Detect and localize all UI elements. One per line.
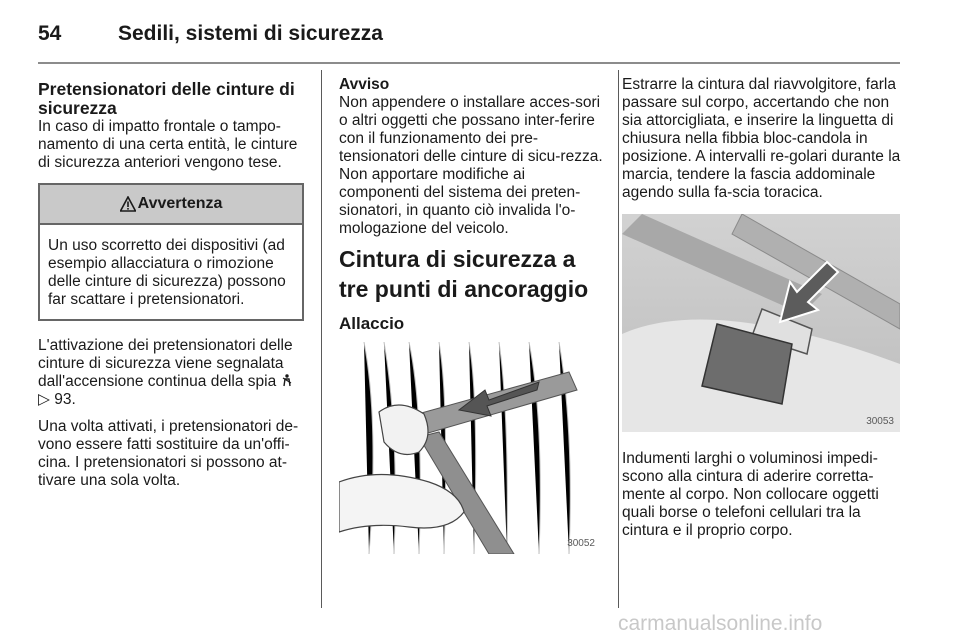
column-1 <box>38 76 304 490</box>
figure-fastening-belt <box>339 342 601 554</box>
warning-triangle-icon <box>120 196 136 212</box>
figure-number: 30052 <box>567 538 595 549</box>
page-header <box>38 22 383 48</box>
watermark: carmanualsonline.info <box>618 612 823 635</box>
column-2 <box>339 76 603 554</box>
page-reference-icon: ▷ <box>38 391 50 408</box>
paragraph-clothing: Indumenti larghi o voluminosi impedi-scono alla cintura di aderire corretta-mente al corpo. Non collocare oggetti quali borse o telefoni cellulari tra la cintura e il proprio corpo. <box>622 450 879 539</box>
paragraph-indicator <box>38 337 304 409</box>
page-number: 54 <box>38 22 62 45</box>
section-heading-pretensioners: Pretensionatori delle cinture di sicurezza <box>38 79 295 118</box>
figure-number: 30053 <box>866 416 894 427</box>
page-reference: 93. <box>54 391 76 408</box>
warning-text: Un uso scorretto dei dispositivi (ad esempio allacciatura o rimozione delle cinture di sicurezza) possono far scattare i pretensionatori. <box>48 237 286 308</box>
subsection-fastening: Allaccio <box>339 314 405 333</box>
figure-buckle <box>622 214 900 432</box>
page-title: Sedili, sistemi di sicurezza <box>118 22 383 45</box>
warning-box <box>38 183 304 321</box>
header-rule <box>38 62 900 64</box>
seatbelt-warning-icon <box>281 374 293 387</box>
column-3 <box>622 76 902 540</box>
paragraph-replacement: Una volta attivati, i pretensionatori de-vono essere fatti sostituire da un'offi-cina. I pretensionatori si possono at-tivare una sola volta. <box>38 418 299 489</box>
buckle-illustration <box>622 214 900 432</box>
warning-title: Avvertenza <box>137 195 223 212</box>
paragraph-procedure: Estrarre la cintura dal riavvolgitore, farla passare sul corpo, accertando che non sia attorcigliata, e inserire la linguetta di chiusura nella fibbia bloc-candola in posizione. A intervalli re-golari durante la marcia, tendere la fascia addominale agendo sulla fa-scia toracica. <box>622 76 901 201</box>
section-title-three-point-belt: Cintura di sicurezza a tre punti di ancoraggio <box>339 246 589 302</box>
notice-title: Avviso <box>339 76 390 93</box>
column-divider-2 <box>618 70 619 608</box>
belt-fastening-illustration <box>339 342 601 554</box>
indicator-text: L'attivazione dei pretensionatori delle cinture di sicurezza viene segnalata dall'accensione continua della spia <box>38 337 293 390</box>
column-divider-1 <box>321 70 322 608</box>
notice-text: Non appendere o installare acces-sori o altri oggetti che possano inter-ferire con il funzionamento dei pre-tensionatori delle cinture di sicu-rezza. Non apportare modifiche ai componenti del sistema dei preten-sionatori, in quanto ciò invalida l'o-mologazione del veicolo. <box>339 94 603 237</box>
paragraph-intro: In caso di impatto frontale o tampo-namento di una certa entità, le cinture di sicurezza anteriori vengono tese. <box>38 118 298 171</box>
warning-header <box>40 185 302 225</box>
